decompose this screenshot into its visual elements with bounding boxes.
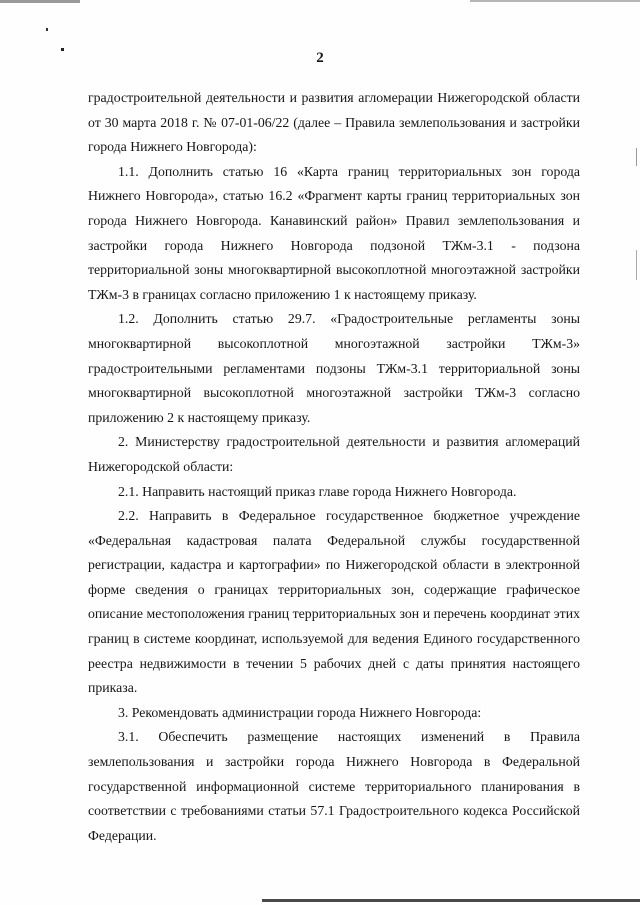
- paragraph-1-2: 1.2. Дополнить статью 29.7. «Градостроительные регламенты зоны многоквартирной высокоплотной многоэтажной застройки ТЖм-3» градостроительными регламентами подзоны ТЖм-3.1 территориальной зоны многоквартирной высокоплотной многоэтажной застройки ТЖм-3 согласно приложению 2 к настоящему приказу.: [88, 311, 580, 425]
- document-body: [88, 86, 580, 848]
- scan-artifact-bottom: [262, 899, 640, 902]
- paragraph-3-1: 3.1. Обеспечить размещение настоящих изменений в Правила землепользования и застройки города Нижнего Новгорода в Федеральной государственной информационной системе территориального планирования в соответствии с требованиями статьи 57.1 Градостроительного кодекса Российской Федерации.: [88, 729, 580, 843]
- paragraph-1-1: 1.1. Дополнить статью 16 «Карта границ территориальных зон города Нижнего Новгорода», статью 16.2 «Фрагмент карты границ территориальных зон города Нижнего Новгорода. Канавинский район» Правил землепользования и застройки города Нижнего Новгорода подзоной ТЖм-3.1 - подзона территориальной зоны многоквартирной высокоплотной многоэтажной застройки ТЖм-3 в границах согласно приложению 1 к настоящему приказу.: [88, 163, 580, 302]
- paragraph-2: 2. Министерству градостроительной деятельности и развития агломераций Нижегородской области:: [88, 434, 580, 474]
- scan-artifact-top-right: [470, 0, 640, 2]
- page-number: 2: [316, 50, 324, 66]
- paragraph-2-1: 2.1. Направить настоящий приказ главе города Нижнего Новгорода.: [118, 483, 517, 499]
- scan-artifact-top-left: [0, 0, 80, 3]
- scan-artifact-edge: [636, 148, 637, 166]
- paragraph-2-2: 2.2. Направить в Федеральное государственное бюджетное учреждение «Федеральная кадастровая палата Федеральной службы государственной регистрации, кадастра и картографии» по Нижегородской области в электронной форме сведения о границах территориальных зон, содержащие графическое описание местоположения границ территориальных зон и перечень координат этих границ в системе координат, используемой для ведения Единого государственного реестра недвижимости в течении 5 рабочих дней с даты принятия настоящего приказа.: [88, 508, 580, 696]
- paragraph-continuation: градостроительной деятельности и развития агломерации Нижегородской области от 30 марта 2018 г. № 07-01-06/22 (далее – Правила землепользования и застройки города Нижнего Новгорода):: [88, 90, 580, 155]
- scan-artifact-dot: [46, 28, 48, 31]
- scan-artifact-edge: [636, 250, 637, 280]
- paragraph-3: 3. Рекомендовать администрации города Нижнего Новгорода:: [118, 704, 482, 720]
